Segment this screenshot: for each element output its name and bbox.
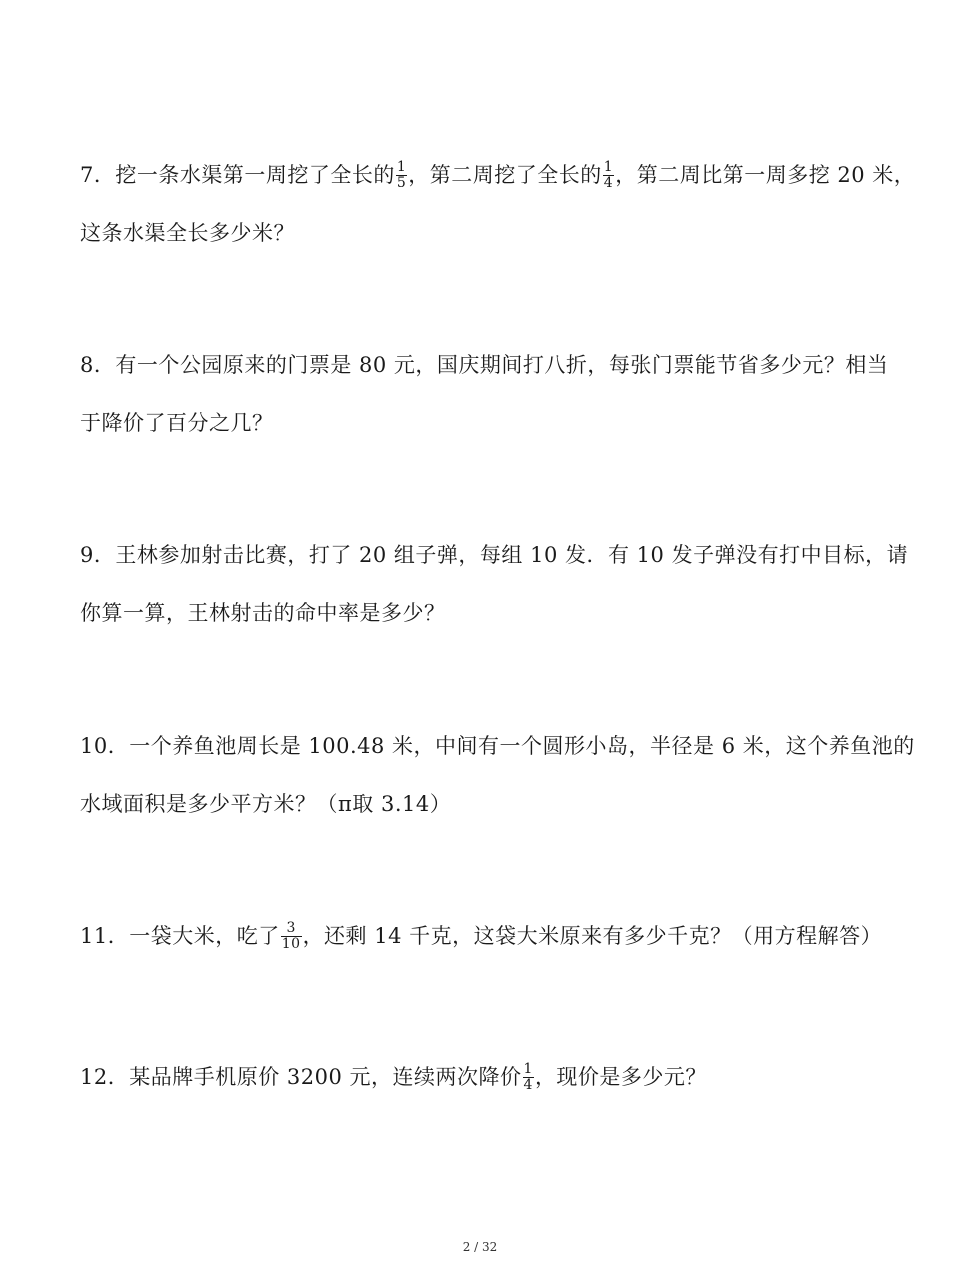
problem-9-line-2: 你算一算，王林射击的命中率是多少？: [80, 601, 446, 625]
fraction-denominator: 4: [523, 1077, 533, 1093]
fraction-numerator: 1: [396, 159, 407, 175]
fraction-denominator: 4: [603, 175, 614, 191]
problem-7-text-a: 7．挖一条水渠第一周挖了全长的: [80, 163, 395, 187]
problem-12-text-a: 12．某品牌手机原价 3200 元，连续两次降价: [80, 1065, 522, 1089]
problem-7: [80, 159, 916, 248]
fraction-numerator: 1: [603, 159, 614, 175]
problem-10: [80, 731, 915, 819]
fraction-denominator: 5: [396, 175, 407, 191]
problem-9: [80, 540, 909, 628]
fraction-one-quarter: [523, 1062, 534, 1093]
problem-7-line-2: 这条水渠全长多少米？: [80, 221, 295, 245]
fraction-three-tenths: [281, 921, 302, 952]
problem-9-line-1: 9．王林参加射击比赛，打了 20 组子弹，每组 10 发．有 10 发子弹没有打中目标，请: [80, 543, 909, 567]
problem-12-line-1: [80, 1062, 890, 1092]
problem-11-text-a: 11．一袋大米，吃了: [80, 924, 280, 948]
problem-11-line-1: [80, 921, 890, 951]
problem-11-text-b: ，还剩 14 千克，这袋大米原来有多少千克？（用方程解答）: [302, 924, 883, 948]
problem-8: [80, 350, 890, 438]
problem-12-text-b: ，现价是多少元？: [534, 1065, 707, 1089]
fraction-numerator: 3: [286, 920, 296, 936]
fraction-denominator: 10: [281, 936, 301, 952]
problem-7-text-c: ，第二周比第一周多挖 20 米，: [615, 163, 916, 187]
fraction-numerator: 1: [523, 1061, 533, 1077]
problem-8-line-2: 于降价了百分之几？: [80, 411, 274, 435]
problem-7-line-1: [80, 159, 916, 191]
fraction-one-fifth: [396, 160, 407, 191]
problem-10-line-1: 10．一个养鱼池周长是 100.48 米，中间有一个圆形小岛，半径是 6 米，这个养鱼池的: [80, 734, 915, 758]
problem-11: [80, 921, 890, 951]
page-indicator: 2 / 32: [462, 1240, 498, 1254]
problem-10-line-2: 水域面积是多少平方米？（π取 3.14）: [80, 792, 452, 816]
problem-8-line-1: 8．有一个公园原来的门票是 80 元，国庆期间打八折，每张门票能节省多少元？相当: [80, 353, 889, 377]
fraction-one-quarter: [603, 160, 614, 191]
problem-7-text-b: ，第二周挖了全长的: [408, 163, 602, 187]
problem-12: [80, 1062, 890, 1092]
